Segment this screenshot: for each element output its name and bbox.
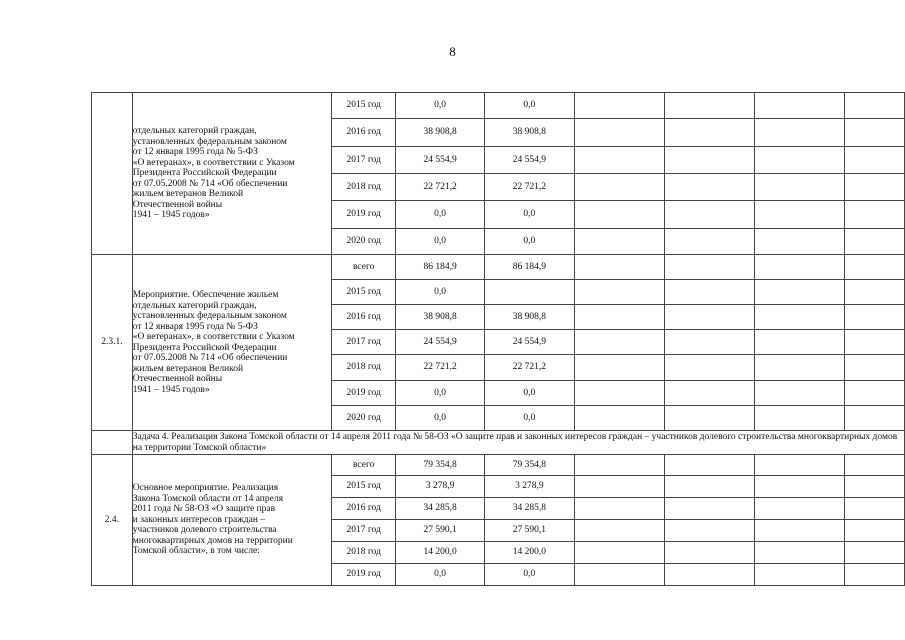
period-cell: 2019 год	[332, 201, 396, 229]
federal-amount: 79 354,8	[485, 455, 574, 476]
empty-amount	[844, 305, 904, 330]
federal-amount: 0,0	[485, 381, 574, 406]
item-number: 2.3.1.	[92, 255, 133, 431]
federal-amount: 38 908,8	[485, 119, 574, 147]
federal-amount: 22 721,2	[485, 174, 574, 201]
empty-amount	[574, 255, 664, 280]
empty-amount	[664, 280, 754, 305]
empty-amount	[664, 201, 754, 229]
empty-amount	[754, 542, 844, 564]
total-amount: 22 721,2	[395, 355, 484, 381]
empty-amount	[574, 542, 664, 564]
federal-amount: 38 908,8	[485, 305, 574, 330]
federal-amount: 3 278,9	[485, 476, 574, 498]
empty-amount	[754, 381, 844, 406]
empty-amount	[574, 406, 664, 431]
empty-amount	[754, 355, 844, 381]
total-amount: 3 278,9	[395, 476, 484, 498]
empty-amount	[844, 542, 904, 564]
total-amount: 14 200,0	[395, 542, 484, 564]
empty-amount	[664, 542, 754, 564]
period-cell: 2017 год	[332, 520, 396, 542]
empty-amount	[844, 406, 904, 431]
empty-amount	[844, 174, 904, 201]
empty-amount	[664, 147, 754, 174]
item-number	[92, 93, 133, 255]
empty-amount	[844, 564, 904, 586]
period-cell: 2018 год	[332, 174, 396, 201]
empty-amount	[844, 498, 904, 520]
empty-amount	[574, 381, 664, 406]
item-description: Мероприятие. Обеспечение жильем отдельных категорий граждан, установленных федеральным законом от 12 января 1995 года № 5-ФЗ «О ветеранах», в соответствии с Указом Президента Российской Федерации от 07.05.2008 № 714 «Об обеспечении жильем ветеранов Великой Отечественной войны 1941 – 1945 годов»	[132, 255, 332, 431]
period-cell: 2019 год	[332, 381, 396, 406]
empty-amount	[754, 147, 844, 174]
empty-amount	[664, 381, 754, 406]
period-cell: 2016 год	[332, 305, 396, 330]
total-amount: 24 554,9	[395, 330, 484, 355]
period-cell: 2015 год	[332, 93, 396, 119]
item-number: 2.4.	[92, 455, 133, 586]
empty-amount	[754, 520, 844, 542]
table-row	[92, 455, 905, 476]
empty-amount	[664, 305, 754, 330]
total-amount: 0,0	[395, 381, 484, 406]
empty-amount	[754, 93, 844, 119]
federal-amount: 14 200,0	[485, 542, 574, 564]
total-amount: 79 354,8	[395, 455, 484, 476]
table-row	[92, 93, 905, 119]
period-cell: 2019 год	[332, 564, 396, 586]
period-cell: 2020 год	[332, 406, 396, 431]
total-amount: 24 554,9	[395, 147, 484, 174]
federal-amount	[485, 280, 574, 305]
empty-amount	[574, 147, 664, 174]
total-amount: 0,0	[395, 93, 484, 119]
empty-amount	[574, 229, 664, 255]
total-amount: 0,0	[395, 201, 484, 229]
empty-amount	[844, 476, 904, 498]
empty-amount	[664, 255, 754, 280]
federal-amount: 0,0	[485, 201, 574, 229]
task-row	[92, 431, 905, 455]
empty-amount	[574, 119, 664, 147]
task-title: Задача 4. Реализация Закона Томской области от 14 апреля 2011 года № 58-ОЗ «О защите прав и законных интересов граждан – участников долевого строительства многоквартирных домов на территории Томской области»	[132, 431, 904, 455]
federal-amount: 24 554,9	[485, 147, 574, 174]
empty-amount	[574, 564, 664, 586]
empty-amount	[844, 119, 904, 147]
empty-amount	[574, 455, 664, 476]
total-amount: 38 908,8	[395, 305, 484, 330]
total-amount: 34 285,8	[395, 498, 484, 520]
empty-amount	[664, 476, 754, 498]
empty-amount	[574, 305, 664, 330]
empty-amount	[664, 520, 754, 542]
empty-amount	[664, 498, 754, 520]
empty-amount	[664, 330, 754, 355]
empty-amount	[844, 455, 904, 476]
empty-amount	[754, 498, 844, 520]
budget-table	[91, 92, 905, 586]
empty-amount	[664, 406, 754, 431]
empty-amount	[754, 305, 844, 330]
empty-amount	[664, 119, 754, 147]
empty-amount	[754, 455, 844, 476]
period-cell: 2017 год	[332, 330, 396, 355]
federal-amount: 34 285,8	[485, 498, 574, 520]
period-cell: всего	[332, 255, 396, 280]
empty-amount	[754, 119, 844, 147]
period-cell: 2016 год	[332, 498, 396, 520]
total-amount: 38 908,8	[395, 119, 484, 147]
empty-amount	[664, 93, 754, 119]
empty-amount	[574, 476, 664, 498]
table-row	[92, 255, 905, 280]
empty-amount	[754, 406, 844, 431]
page-number: 8	[449, 44, 456, 59]
period-cell: 2016 год	[332, 119, 396, 147]
empty-amount	[664, 174, 754, 201]
empty-amount	[664, 229, 754, 255]
federal-amount: 22 721,2	[485, 355, 574, 381]
empty-amount	[754, 280, 844, 305]
period-cell: всего	[332, 455, 396, 476]
period-cell: 2018 год	[332, 542, 396, 564]
federal-amount: 0,0	[485, 229, 574, 255]
total-amount: 0,0	[395, 229, 484, 255]
federal-amount: 0,0	[485, 564, 574, 586]
empty-amount	[844, 201, 904, 229]
empty-amount	[574, 174, 664, 201]
item-description: Основное мероприятие. Реализация Закона Томской области от 14 апреля 2011 года № 58-ОЗ «О защите прав и законных интересов граждан – участников долевого строительства многоквартирных домов на территории Томской области», в том числе:	[132, 455, 332, 586]
period-cell: 2015 год	[332, 476, 396, 498]
empty-amount	[844, 255, 904, 280]
federal-amount: 0,0	[485, 406, 574, 431]
empty-amount	[754, 476, 844, 498]
empty-amount	[754, 564, 844, 586]
empty-amount	[664, 564, 754, 586]
empty-amount	[574, 355, 664, 381]
total-amount: 27 590,1	[395, 520, 484, 542]
federal-amount: 86 184,9	[485, 255, 574, 280]
federal-amount: 24 554,9	[485, 330, 574, 355]
total-amount: 0,0	[395, 406, 484, 431]
empty-amount	[844, 147, 904, 174]
total-amount: 0,0	[395, 564, 484, 586]
period-cell: 2017 год	[332, 147, 396, 174]
empty-amount	[844, 229, 904, 255]
empty-amount	[754, 255, 844, 280]
empty-amount	[664, 455, 754, 476]
period-cell: 2020 год	[332, 229, 396, 255]
period-cell: 2018 год	[332, 355, 396, 381]
empty-amount	[844, 280, 904, 305]
empty-amount	[574, 330, 664, 355]
total-amount: 22 721,2	[395, 174, 484, 201]
empty-amount	[844, 381, 904, 406]
empty-amount	[574, 498, 664, 520]
empty-amount	[754, 201, 844, 229]
empty-amount	[574, 280, 664, 305]
empty-amount	[754, 330, 844, 355]
empty-amount	[844, 355, 904, 381]
period-cell: 2015 год	[332, 280, 396, 305]
empty-amount	[574, 93, 664, 119]
total-amount: 86 184,9	[395, 255, 484, 280]
federal-amount: 0,0	[485, 93, 574, 119]
empty-amount	[844, 520, 904, 542]
empty-amount	[664, 355, 754, 381]
empty-amount	[574, 201, 664, 229]
empty-amount	[574, 520, 664, 542]
empty-amount	[844, 330, 904, 355]
empty-amount	[844, 93, 904, 119]
federal-amount: 27 590,1	[485, 520, 574, 542]
task-number-cell	[92, 431, 133, 455]
empty-amount	[754, 174, 844, 201]
total-amount: 0,0	[395, 280, 484, 305]
item-description: отдельных категорий граждан, установленных федеральным законом от 12 января 1995 года № 5-ФЗ «О ветеранах», в соответствии с Указом Президента Российской Федерации от 07.05.2008 № 714 «Об обеспечении жильем ветеранов Великой Отечественной войны 1941 – 1945 годов»	[132, 93, 332, 255]
empty-amount	[754, 229, 844, 255]
